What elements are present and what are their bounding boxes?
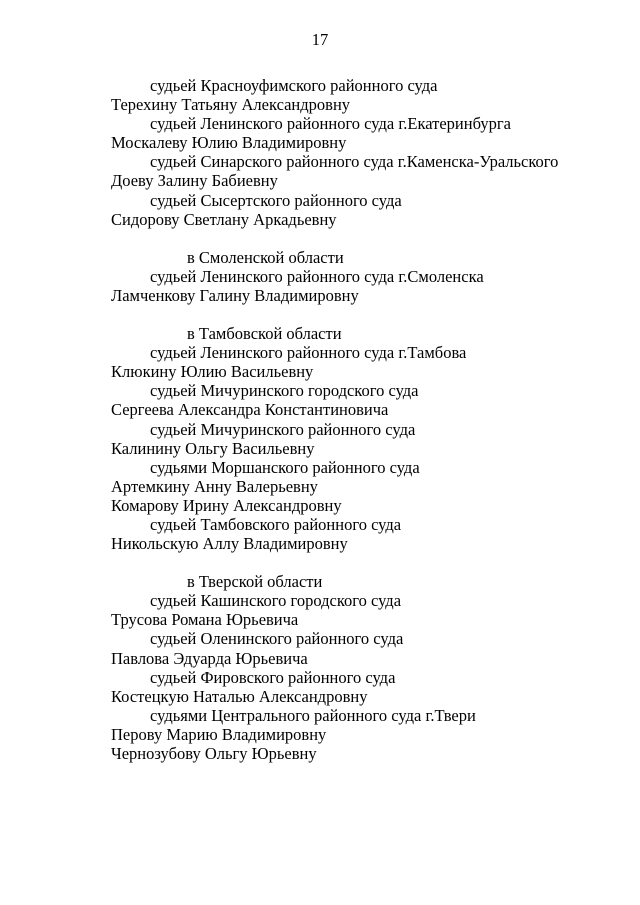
continued-section xyxy=(0,76,640,229)
judge-name-line: Чернозубову Ольгу Юрьевну xyxy=(111,744,317,763)
court-assignment-line: судьей Синарского районного суда г.Каменска-Уральского xyxy=(150,152,559,172)
region-heading: в Смоленской области xyxy=(187,247,344,267)
judge-name-line: Терехину Татьяну Александровну xyxy=(111,95,351,115)
region-heading: в Тверской области xyxy=(187,572,323,592)
judge-name-line: Павлова Эдуарда Юрьевича xyxy=(111,648,308,668)
court-assignment-line: судьей Ленинского районного суда г.Тамбова xyxy=(150,343,467,363)
block-spacer xyxy=(0,305,640,324)
court-assignment-line: судьей Сысертского районного суда xyxy=(150,190,402,210)
region-section xyxy=(0,324,640,553)
judge-name-line: Клюкину Юлию Васильевну xyxy=(111,362,314,382)
judge-name-line: Сидорову Светлану Аркадьевну xyxy=(111,209,337,229)
region-heading: в Тамбовской области xyxy=(187,324,342,344)
region-section xyxy=(0,572,640,763)
court-assignment-line: судьей Фировского районного суда xyxy=(150,667,396,687)
judge-name-line: Артемкину Анну Валерьевну xyxy=(111,476,318,496)
judge-name-line: Трусова Романа Юрьевича xyxy=(111,610,299,630)
region-section xyxy=(0,248,640,305)
judge-name-line: Калинину Ольгу Васильевну xyxy=(111,438,315,458)
judge-name-line: Комарову Ирину Александровну xyxy=(111,495,342,515)
court-assignment-line: судьей Мичуринского городского суда xyxy=(150,381,419,401)
court-assignment-line: судьей Оленинского районного суда xyxy=(150,629,404,649)
judge-name-line: Москалеву Юлию Владимировну xyxy=(111,133,347,153)
judge-name-line: Костецкую Наталью Александровну xyxy=(111,686,368,706)
judge-name-line: Никольскую Аллу Владимировну xyxy=(111,534,348,554)
court-assignment-line: судьями Моршанского районного суда xyxy=(150,457,420,477)
judge-name-line: Ламченкову Галину Владимировну xyxy=(111,285,359,305)
page-number: 17 xyxy=(311,30,329,49)
court-assignment-line: судьей Тамбовского районного суда xyxy=(150,514,402,534)
judge-name-line: Доеву Залину Бабиевну xyxy=(111,171,278,191)
court-assignment-line: судьями Центрального районного суда г.Твери xyxy=(150,705,476,725)
court-assignment-line: судьей Красноуфимского районного суда xyxy=(150,76,438,95)
court-assignment-line: судьей Ленинского районного суда г.Екатеринбурга xyxy=(150,114,511,134)
court-assignment-line: судьей Кашинского городского суда xyxy=(150,591,402,611)
court-assignment-line: судьей Мичуринского районного суда xyxy=(150,419,416,439)
document-body xyxy=(0,76,640,763)
judge-name-line: Перову Марию Владимировну xyxy=(111,724,327,744)
judge-name-line: Сергеева Александра Константиновича xyxy=(111,400,389,420)
court-assignment-line: судьей Ленинского районного суда г.Смоленска xyxy=(150,266,484,286)
block-spacer xyxy=(0,229,640,248)
block-spacer xyxy=(0,553,640,572)
